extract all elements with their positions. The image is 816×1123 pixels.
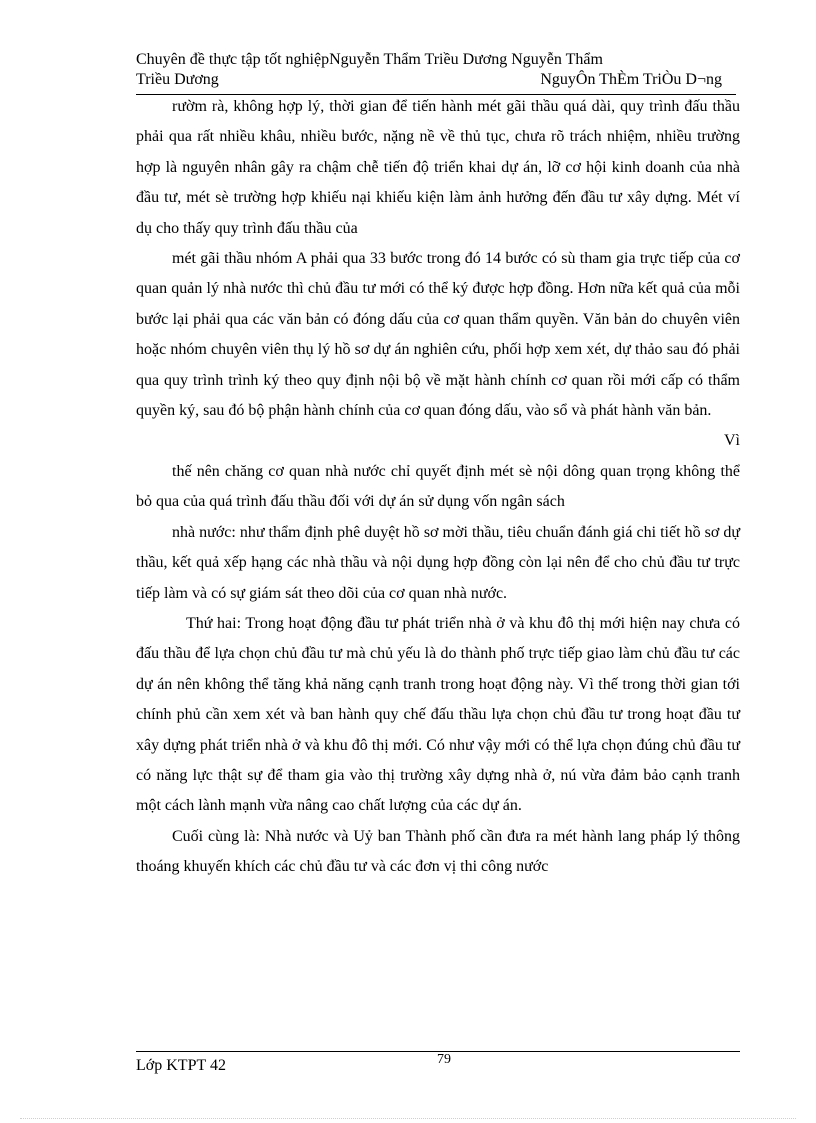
paragraph-2: [136, 244, 740, 426]
page-number: 79: [437, 1052, 451, 1067]
header-author-encoded: NguyÔn ThÈm TriÒu D¬ng: [540, 71, 722, 88]
paragraph-4: nhà nước: như thẩm định phê duyệt hồ sơ mời thầu, tiêu chuẩn đánh giá chi tiết hồ sơ dự thầu, kết quả xếp hạng các nhà thầu và nội dụng hợp đồng còn lại nên để cho chủ đầu tư trực tiếp làm và có sự giám sát theo dõi của cơ quan nhà nước.: [136, 523, 740, 602]
paragraph-1: rườm rà, không hợp lý, thời gian để tiến hành mét gãi thầu quá dài, quy trình đấu thầu phải qua rất nhiều khâu, nhiều bước, nặng nề về thủ tục, chưa rõ trách nhiệm, nhiều trường hợp là nguyên nhân gây ra chậm chễ tiến độ triển khai dự án, lỡ cơ hội kinh doanh của nhà đầu tư, mét sè trường hợp khiếu nại khiếu kiện làm ảnh hưởng đến đầu tư xây dựng. Mét ví dụ cho thấy quy trình đấu thầu của: [136, 98, 740, 237]
footer-class-label: Lớp KTPT 42: [136, 1057, 226, 1074]
paragraph-6: Cuối cùng là: Nhà nước và Uỷ ban Thành phố cần đưa ra mét hành lang pháp lý thông thoáng khuyến khích các chủ đầu tư và các đơn vị thi công nước: [136, 827, 740, 876]
page-bottom-dotted-border: [20, 1118, 796, 1119]
paragraph-2-text: mét gãi thầu nhóm A phải qua 33 bước trong đó 14 bước có sù tham gia trực tiếp của cơ quan quản lý nhà nước thì chủ đầu tư mới có thể ký được hợp đồng. Hơn nữa kết quả của mỗi bước lại phải qua các văn bản có đóng dấu của cơ quan thẩm quyền. Văn bản do chuyên viên hoặc nhóm chuyên viên thụ lý hồ sơ dự án nghiên cứu, phối hợp xem xét, dự thảo sau đó phải qua quy trình trình ký theo quy định nội bộ về mặt hành chính cơ quan rồi mới cấp có thẩm quyền ký, sau đó bộ phận hành chính của cơ quan đóng dấu, vào sổ và phát hành văn bản.: [136, 250, 740, 420]
document-body: [136, 92, 740, 883]
paragraph-5: Thứ hai: Trong hoạt động đầu tư phát triển nhà ở và khu đô thị mới hiện nay chưa có đấu thầu để lựa chọn chủ đầu tư mà chủ yếu là do thành phố trực tiếp giao làm chủ đầu tư các dự án nên không thể tăng khả năng cạnh tranh trong hoạt động này. Vì thế trong thời gian tới chính phủ cần xem xét và ban hành quy chế đấu thầu lựa chọn chủ đầu tư trong hoạt đầu tư xây dựng phát triển nhà ở và khu đô thị mới. Có như vậy mới có thể lựa chọn đúng chủ đầu tư có năng lực thật sự để tham gia vào thị trường xây dựng nhà ở, nú vừa đảm bảo cạnh tranh một cách lành mạnh vừa nâng cao chất lượng của các dự án.: [136, 614, 740, 815]
paragraph-3: thế nên chăng cơ quan nhà nước chỉ quyết định mét sè nội dông quan trọng không thể bỏ qua của quá trình đấu thầu đối với dự án sử dụng vốn ngân sách: [136, 462, 740, 511]
page-header: [136, 48, 736, 95]
header-title-line1: Chuyên đề thực tập tốt nghiệpNguyễn Thẩm Triều Dương Nguyễn Thẩm: [136, 51, 603, 68]
paragraph-2-end: Vì: [724, 432, 740, 450]
header-title-line2: Triều Dương: [136, 71, 219, 88]
